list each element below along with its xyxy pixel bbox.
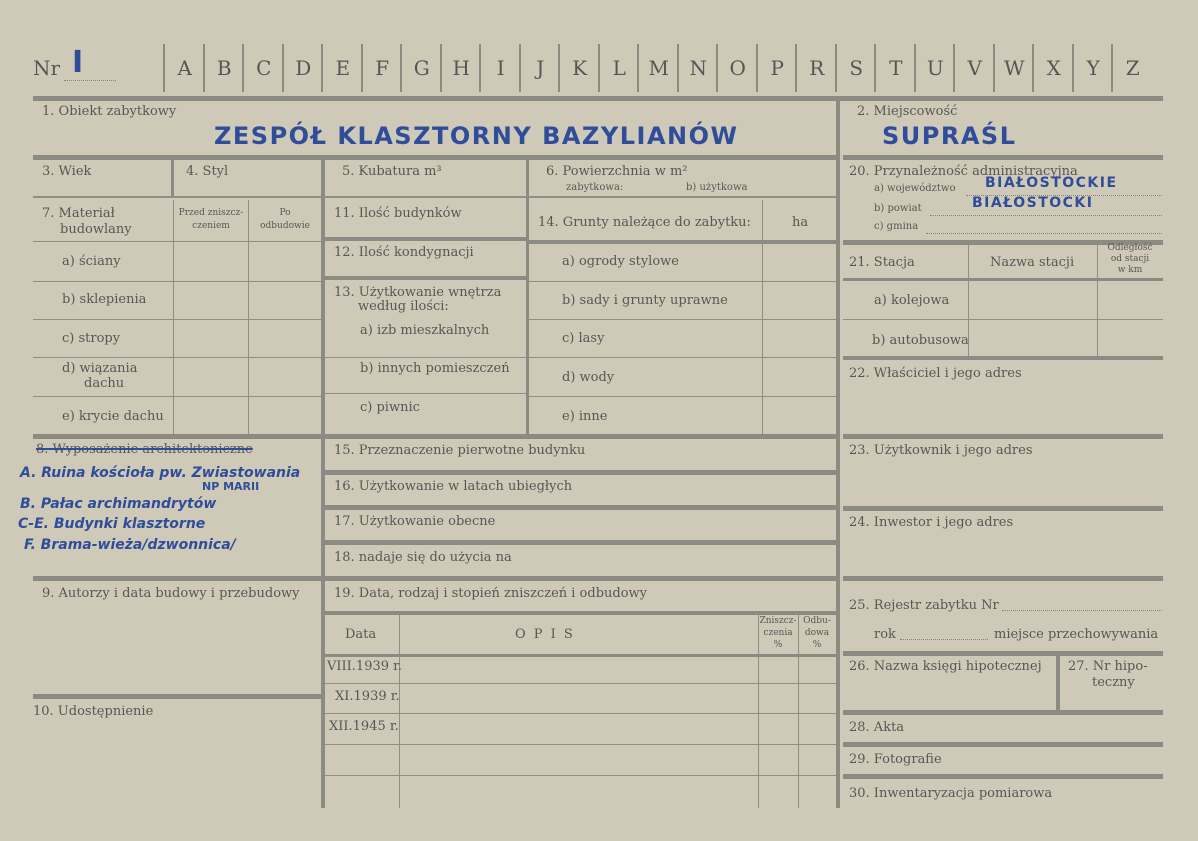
vrule-col3 bbox=[526, 160, 529, 434]
vline-19b bbox=[758, 615, 759, 808]
field-12-label: 12. Ilość kondygnacji bbox=[334, 245, 474, 260]
field-25-rok: rok bbox=[874, 627, 896, 642]
rule-17 bbox=[325, 540, 836, 545]
rule-12 bbox=[325, 276, 526, 280]
letter-i: I bbox=[496, 56, 505, 80]
vline-7a bbox=[173, 200, 174, 434]
field-21-col-name: Nazwa stacji bbox=[990, 255, 1075, 270]
rule-21-head bbox=[843, 278, 1163, 281]
rule-21 bbox=[843, 356, 1163, 360]
nr-value: I bbox=[72, 45, 84, 80]
rule-right-row1 bbox=[843, 155, 1163, 160]
rule-19-body bbox=[325, 654, 836, 657]
nr-underline bbox=[64, 80, 116, 81]
field-27-label-2: teczny bbox=[1092, 675, 1135, 690]
line-14d bbox=[529, 396, 836, 397]
letter-m: M bbox=[648, 56, 669, 80]
field-6-sub-a: zabytkowa: bbox=[566, 182, 624, 193]
letter-s: S bbox=[849, 56, 864, 80]
field-8-item-b: B. Pałac archimandrytów bbox=[20, 496, 217, 512]
field-1-value: ZESPÓŁ KLASZTORNY BAZYLIANÓW bbox=[214, 122, 739, 150]
field-7-after-2: odbudowie bbox=[260, 221, 310, 231]
rule-24 bbox=[843, 576, 1163, 581]
field-24-label: 24. Inwestor i jego adres bbox=[849, 515, 1014, 530]
vrule-right-col bbox=[836, 101, 840, 808]
field-25-label: 25. Rejestr zabytku Nr bbox=[849, 598, 999, 613]
letter-n: N bbox=[689, 56, 707, 80]
rule-row-8 bbox=[33, 434, 837, 439]
letter-g: G bbox=[413, 56, 430, 80]
dots-20b bbox=[930, 215, 1162, 216]
dots-20c bbox=[926, 233, 1162, 234]
field-14-row-b: b) sady i grunty uprawne bbox=[562, 293, 728, 308]
dots-25-rok bbox=[900, 639, 988, 640]
field-13-label-2: według ilości: bbox=[358, 299, 449, 314]
field-3-label: 3. Wiek bbox=[42, 164, 92, 179]
line-7-h2 bbox=[33, 319, 321, 320]
field-7-row-b: b) sklepienia bbox=[62, 292, 147, 307]
rule-9-bottom bbox=[33, 694, 321, 699]
field-2-label: 2. Miejscowość bbox=[857, 104, 958, 119]
field-7-before-1: Przed zniszcz- bbox=[178, 208, 244, 218]
field-19-date-2: XI.1939 r. bbox=[335, 689, 400, 704]
rule-8-bottom bbox=[33, 576, 321, 581]
field-17-label: 17. Użytkowanie obecne bbox=[334, 514, 496, 529]
rule-28 bbox=[843, 742, 1163, 747]
line-13a bbox=[325, 357, 526, 358]
letter-r: R bbox=[809, 56, 825, 80]
field-5-label: 5. Kubatura m³ bbox=[342, 164, 442, 179]
line-7-h1 bbox=[33, 281, 321, 282]
field-20-b: b) powiat bbox=[874, 203, 922, 214]
field-8-item-f: F. Brama-wieża/dzwonnica/ bbox=[24, 537, 236, 553]
field-6-sub-b: b) użytkowa bbox=[686, 182, 748, 193]
field-21-row-b: b) autobusowa bbox=[872, 333, 969, 348]
field-4-label: 4. Styl bbox=[186, 164, 229, 179]
field-28-label: 28. Akta bbox=[849, 720, 905, 735]
vrule-col2-lower bbox=[321, 439, 325, 808]
letter-e: E bbox=[335, 56, 351, 80]
field-8-label: 8. Wyposażenie architektoniczne bbox=[36, 442, 253, 457]
field-21-label: 21. Stacja bbox=[849, 255, 915, 270]
letter-f: F bbox=[375, 56, 390, 80]
field-19-col-rebuild-pct: % bbox=[812, 640, 822, 650]
field-6-label: 6. Powierzchnia w m² bbox=[546, 164, 688, 179]
letter-l: L bbox=[612, 56, 626, 80]
field-7-label-1: 7. Materiał bbox=[42, 206, 115, 221]
field-7-label-2: budowlany bbox=[60, 222, 132, 237]
letter-v: V bbox=[967, 56, 982, 80]
field-21-col-dist-2: od stacji bbox=[1110, 254, 1150, 264]
field-14-row-e: e) inne bbox=[562, 409, 608, 424]
letter-a: A bbox=[177, 56, 192, 80]
line-14b bbox=[529, 319, 836, 320]
field-19-col-destr-2: czenia bbox=[763, 628, 793, 638]
letter-d: D bbox=[295, 56, 312, 80]
vline-19c bbox=[798, 615, 799, 808]
letter-z: Z bbox=[1125, 56, 1140, 80]
rule-23 bbox=[843, 506, 1163, 511]
rule-19-head bbox=[325, 611, 836, 615]
letter-h: H bbox=[452, 56, 470, 80]
letter-j: J bbox=[536, 56, 545, 80]
field-27-label-1: 27. Nr hipo- bbox=[1068, 659, 1148, 674]
letter-w: W bbox=[1003, 56, 1025, 80]
field-7-before-2: czeniem bbox=[192, 221, 230, 231]
letter-y: Y bbox=[1086, 56, 1100, 80]
field-9-label: 9. Autorzy i data budowy i przebudowy bbox=[42, 586, 300, 601]
rule-18 bbox=[325, 576, 836, 581]
field-2-value: SUPRAŚL bbox=[882, 122, 1017, 150]
field-19-date-3: XII.1945 r. bbox=[329, 719, 399, 734]
vrule-3-4 bbox=[171, 160, 174, 196]
field-20-b-value: BIAŁOSTOCKI bbox=[972, 195, 1094, 211]
letter-c: C bbox=[256, 56, 272, 80]
field-20-a: a) województwo bbox=[874, 183, 956, 194]
field-7-row-c: c) stropy bbox=[62, 331, 121, 346]
letter-x: X bbox=[1046, 56, 1061, 80]
field-23-label: 23. Użytkownik i jego adres bbox=[849, 443, 1033, 458]
field-14-unit: ha bbox=[792, 215, 809, 230]
field-7-row-d: d) wiązania bbox=[62, 361, 138, 376]
field-19-col-rebuild-2: dowa bbox=[804, 628, 830, 638]
rule-top bbox=[33, 96, 1163, 101]
letter-b: B bbox=[216, 56, 232, 80]
field-21-col-dist-1: Odległość bbox=[1107, 243, 1153, 253]
field-19-col-opis: O P I S bbox=[515, 627, 575, 642]
field-14-row-c: c) lasy bbox=[562, 331, 605, 346]
field-19-label: 19. Data, rodzaj i stopień zniszczeń i odbudowy bbox=[334, 586, 648, 601]
line-19-2 bbox=[325, 713, 836, 714]
field-7-row-e: e) krycie dachu bbox=[62, 409, 164, 424]
letter-u: U bbox=[926, 56, 944, 80]
field-8-item-c: C-E. Budynki klasztorne bbox=[18, 516, 206, 532]
field-8-item-a2: NP MARII bbox=[202, 480, 260, 493]
rule-29 bbox=[843, 774, 1163, 779]
field-21-col-dist-3: w km bbox=[1117, 265, 1143, 275]
line-7-h4 bbox=[33, 396, 321, 397]
field-14-row-a: a) ogrody stylowe bbox=[562, 254, 679, 269]
rule-25 bbox=[843, 651, 1163, 656]
field-14-row-d: d) wody bbox=[562, 370, 615, 385]
field-13-row-b: b) innych pomieszczeń bbox=[360, 361, 510, 376]
field-7-row-d2: dachu bbox=[84, 376, 125, 391]
rule-15 bbox=[325, 470, 836, 475]
field-29-label: 29. Fotografie bbox=[849, 752, 942, 767]
line-14c bbox=[529, 357, 836, 358]
rule-22 bbox=[843, 434, 1163, 439]
field-25-place: miejsce przechowywania bbox=[994, 627, 1159, 642]
field-13-label-1: 13. Użytkowanie wnętrza bbox=[334, 285, 502, 300]
field-19-col-destr-1: Zniszcz- bbox=[759, 616, 797, 626]
letter-o: O bbox=[729, 56, 746, 80]
field-10-label: 10. Udostępnienie bbox=[33, 704, 154, 719]
field-19-col-date: Data bbox=[345, 627, 377, 642]
letter-k: K bbox=[572, 56, 588, 80]
field-21-row-a: a) kolejowa bbox=[874, 293, 950, 308]
field-13-row-a: a) izb mieszkalnych bbox=[360, 323, 490, 338]
letter-p: P bbox=[770, 56, 784, 80]
line-19-3 bbox=[325, 744, 836, 745]
vline-7b bbox=[248, 200, 249, 434]
field-19-col-destr-pct: % bbox=[773, 640, 783, 650]
field-20-a-value: BIAŁOSTOCKIE bbox=[985, 175, 1118, 191]
vrule-26-27 bbox=[1056, 656, 1060, 711]
vline-19a bbox=[399, 615, 400, 808]
rule-11 bbox=[325, 237, 526, 241]
rule-row2 bbox=[33, 196, 837, 198]
line-7-h3 bbox=[33, 357, 321, 358]
field-30-label: 30. Inwentaryzacja pomiarowa bbox=[849, 786, 1053, 801]
field-15-label: 15. Przeznaczenie pierwotne budynku bbox=[334, 443, 586, 458]
field-8-item-a: A. Ruina kościoła pw. Zwiastowania bbox=[20, 465, 301, 481]
field-20-label: 20. Przynależność administracyjna bbox=[849, 164, 1078, 179]
vline-14 bbox=[762, 200, 763, 434]
line-21a bbox=[843, 319, 1163, 320]
field-16-label: 16. Użytkowanie w latach ubiegłych bbox=[334, 479, 573, 494]
line-7-h0 bbox=[33, 241, 321, 242]
field-20-c: c) gmina bbox=[874, 221, 919, 232]
dots-25 bbox=[1002, 610, 1162, 611]
line-14a bbox=[529, 281, 836, 282]
field-1-label: 1. Obiekt zabytkowy bbox=[42, 104, 177, 119]
rule-16 bbox=[325, 505, 836, 510]
field-22-label: 22. Właściciel i jego adres bbox=[849, 366, 1022, 381]
line-19-4 bbox=[325, 775, 836, 776]
line-19-1 bbox=[325, 683, 836, 684]
field-11-label: 11. Ilość budynków bbox=[334, 206, 462, 221]
rule-14 bbox=[529, 240, 836, 244]
field-13-row-c: c) piwnic bbox=[360, 400, 420, 415]
letter-t: T bbox=[889, 56, 903, 80]
nr-label: Nr bbox=[33, 56, 61, 80]
field-19-col-rebuild-1: Odbu- bbox=[803, 616, 831, 626]
line-13b bbox=[325, 393, 526, 394]
field-18-label: 18. nadaje się do użycia na bbox=[334, 550, 512, 565]
field-26-label: 26. Nazwa księgi hipotecznej bbox=[849, 659, 1042, 674]
rule-27 bbox=[843, 710, 1163, 715]
field-7-after-1: Po bbox=[279, 208, 291, 218]
field-7-row-a: a) ściany bbox=[62, 254, 121, 269]
field-19-date-1: VIII.1939 r. bbox=[327, 659, 403, 674]
field-14-label: 14. Grunty należące do zabytku: bbox=[538, 215, 751, 230]
rule-left-row1 bbox=[33, 155, 837, 160]
